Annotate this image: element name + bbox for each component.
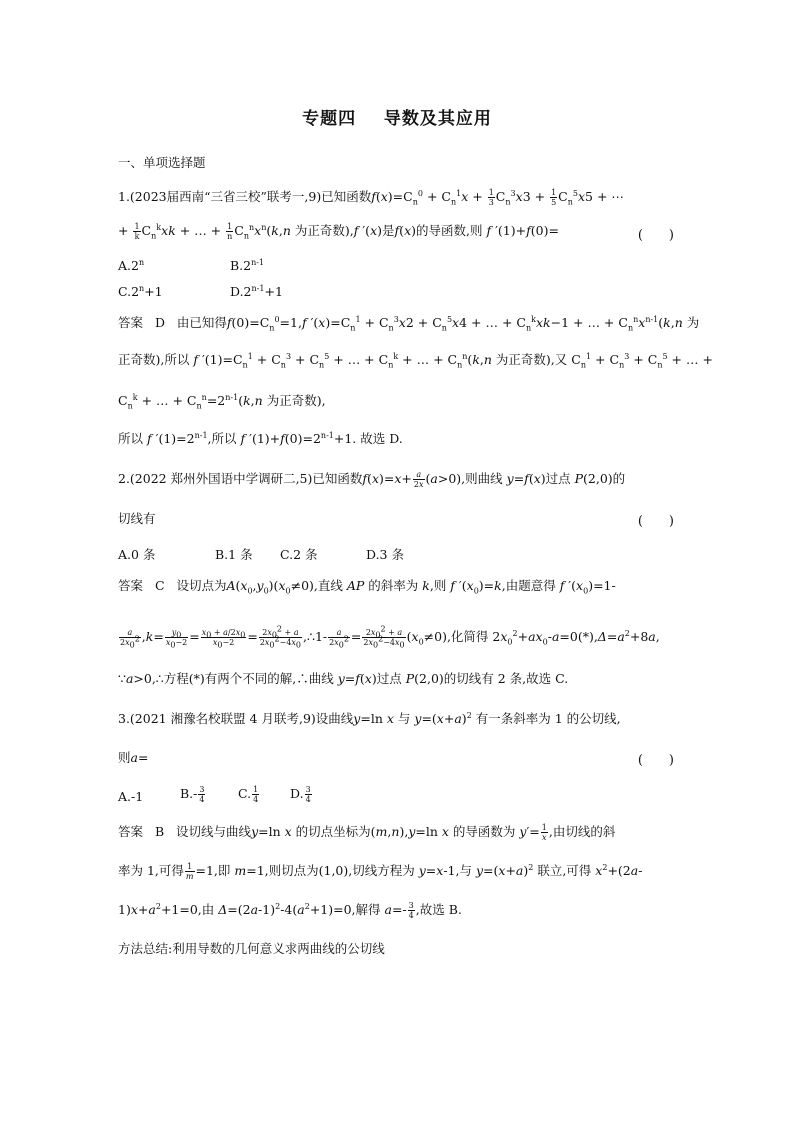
q3-answer-line1: 答案 B 设切线与曲线y=ln x 的切点坐标为(m,n),y=ln x 的导函数为 y′= $\frac{1}{x}$ ,由切线的斜 (118, 823, 616, 842)
q3-stem-line2: 则a= (118, 750, 149, 765)
q2-stem-source: 2.(2022 郑州外国语中学调研二,5)已知函数 (118, 471, 363, 486)
q1-option-a: A.2$^n$ (118, 257, 145, 273)
q1-answer-line3: $C_n^k$ + … + $C_n^n=2^{n-1}(k,n$ 为正奇数), (118, 392, 326, 411)
q3-answer-label: 答案 (118, 824, 144, 839)
q1-answer-line1: 答案 D 由已知得$f(0)=C_n^0=1,f$ $'(x)=C_n^1 + C_n^3x2 + C_n^5x4$ + … + $C_n^kxk-1$ + … + $C_n^nx^{n-1}(k,n$ 为 (118, 314, 700, 333)
q1-stem-line2: + $\frac{1}{k}$ $C_n^kxk$ + … + $\frac{1}{n}$ $C_n^nx^n(k,n$ 为正奇数),f ′(x)是f(x)的导函数,则 f ′(1)+f(0)= (118, 222, 559, 241)
q1-stem-source: 1.(2023届西南“三省三校”联考一,9)已知函数 (118, 189, 372, 204)
q3-answer-blank: ( ) (637, 753, 674, 768)
method-summary: 方法总结:利用导数的几何意义求两曲线的公切线 (118, 941, 385, 956)
q3-answer-line2: 率为 1,可得 $\frac{1}{m}$ =1,即 m=1,则切点为(1,0),切线方程为 y=x-1,与 $y=(x+a)^2$ 联立,可得 $x^2+(2a-$ (118, 862, 643, 881)
q2-stem-line1: 2.(2022 郑州外国语中学调研二,5)已知函数f(x)=x+ $\frac{a}{2x}$ (a>0),则曲线 y=f(x)过点 P(2,0)的 (118, 470, 626, 489)
q2-answer-blank: ( ) (637, 514, 674, 529)
q2-option-c: C.2 条 (280, 547, 318, 562)
q3-answer-letter: B (154, 824, 165, 839)
q1-answer-letter: D (154, 315, 165, 330)
q2-answer-label: 答案 (118, 578, 144, 593)
q1-option-d: $D.2^{n-1}+1$ (230, 283, 283, 299)
q2-option-a: A.0 条 (118, 547, 156, 562)
q3-option-d: D. $\frac{3}{4}$ (290, 785, 311, 804)
q2-answer-line1: 答案 C 设切点为$A(x_0,y_0)(x_0\ne 0)$,直线 AP 的斜率为 k,则 f $'(x_0)=k$,由题意得 f $'(x_0)=1-$ (118, 578, 616, 596)
q3-option-a: A.-1 (118, 789, 144, 804)
q2-stem-line2: 切线有 (118, 511, 156, 526)
q1-stem-line1: 1.(2023届西南“三省三校”联考一,9)已知函数$f(x)=C_n^0 + C_n^1x$ + $\frac{1}{3}$ $C_n^3x3$ + $\frac{1}{5}$ $C_n^5x5$ + ⋯ (118, 188, 624, 207)
q3-option-b: B.- $\frac{3}{4}$ (180, 785, 205, 804)
page-title: 专题四 导数及其应用 (302, 109, 492, 129)
q3-stem-line1: 3.(2021 湘豫名校联盟 4 月联考,9)设曲线y=ln x 与 $y=(x+a)^2$ 有一条斜率为 1 的公切线, (118, 710, 621, 726)
q1-option-b: B.2$^{n-1}$ (230, 257, 265, 273)
q1-answer-line4: 所以 f $'(1)=2^{n-1}$,所以 f $'(1)+f(0)=2^{n-1}+1$. 故选 D. (118, 430, 403, 446)
q3-option-c: C. $\frac{1}{4}$ (238, 785, 259, 804)
q1-answer-blank: ( ) (637, 228, 674, 243)
q1-option-c: $C.2^n+1$ (118, 283, 163, 299)
q2-option-b: B.1 条 (215, 547, 253, 562)
q3-answer-line3: $1)x+a^2+1=0$,由 $\Delta=(2a-1)^2-4(a^2+1)=0$,解得 a=- $\frac{3}{4}$ ,故选 B. (118, 901, 462, 920)
q2-option-d: D.3 条 (366, 547, 404, 562)
section-heading: 一、单项选择题 (118, 155, 206, 170)
q2-answer-letter: C (154, 578, 165, 593)
q1-answer-line2: 正奇数),所以 f $'(1)=C_n^1 + C_n^3 + C_n^5$ + … + $C_n^k$ + … + $C_n^n(k,n$ 为正奇数),又 $C_n^1 + C_n^3 + C_n^5$ + … + (118, 351, 713, 370)
q2-answer-line3: ∵a>0,∴方程(*)有两个不同的解,∴曲线 y=f(x)过点 P(2,0)的切线有 2 条,故选 C. (118, 671, 569, 686)
q1-answer-label: 答案 (118, 315, 144, 330)
q3-stem-source: 3.(2021 湘豫名校联盟 4 月联考,9)设曲线 (118, 711, 354, 726)
q2-answer-line2: $\frac{a}{2x_0^2}$ ,k= $\frac{y_0}{x_0-2}$ = $\frac{x_0 + a/2x_0}{x_0-2}$ = $\frac{2x_0^2 + a}{2x_0^2-4x_0}$ ,∴1- $\frac{a}{2x_0^2}$ = $\frac{2x_0^2 + a}{2x_0^2-4x_0}$ $(x_0\ne 0)$,化简得 $2x_0^2+ax_0-a=0(*),\Delta=a^2+8a$, (120, 624, 660, 650)
